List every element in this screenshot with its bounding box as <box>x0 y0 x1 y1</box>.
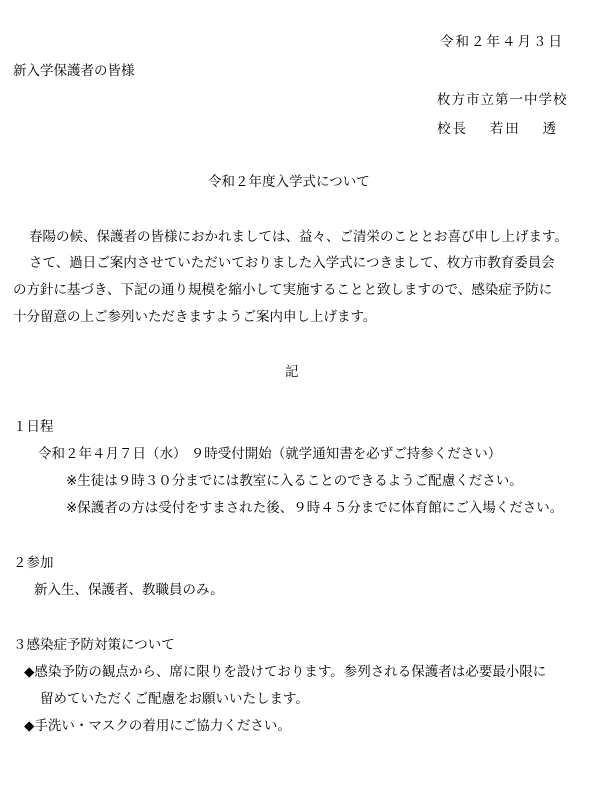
body-line-1: 春陽の候、保護者の皆様におかれましては、益々、ご清栄のこととお喜び申し上げます。 <box>29 229 568 245</box>
schedule-note-1: ※生徒は９時３０分までには教室に入ることのできるようご配慮ください。 <box>66 473 523 489</box>
schedule-main: 令和２年４月７日（水） ９時受付開始（就学通知書を必ずご持参ください） <box>38 446 502 462</box>
measures-item-1: ◆感染予防の観点から、席に限りを設けております。参列される保護者は必要最小限に <box>24 664 547 680</box>
body-line-4: 十分留意の上ご参列いただきますようご案内申し上げます。 <box>13 309 377 325</box>
measures-item-1-cont: 留めていただくご配慮をお願いいたします。 <box>40 691 309 707</box>
section-measures-heading: ３感染症予防対策について <box>13 637 175 653</box>
attendees-text: 新入生、保護者、教職員のみ。 <box>34 582 224 598</box>
school-name: 枚方市立第一中学校 <box>437 92 568 108</box>
section-attendees-heading: ２参加 <box>13 555 54 571</box>
recipient: 新入学保護者の皆様 <box>13 63 135 79</box>
date: 令和２年４月３日 <box>440 34 564 50</box>
body-line-3: の方針に基づき、下記の通り規模を縮小して実施することと致しますので、感染症予防に <box>13 282 553 298</box>
schedule-note-2: ※保護者の方は受付をすまされた後、９時４５分までに体育館にご入場ください。 <box>66 500 564 516</box>
body-line-2: さて、過日ご案内させていただいておりました入学式につきまして、枚方市教育委員会 <box>29 255 555 271</box>
section-schedule-heading: １日程 <box>13 419 54 435</box>
ki-heading: 記 <box>285 364 299 380</box>
principal-name: 校長 若田 透 <box>437 121 559 137</box>
measures-item-2: ◆手洗い・マスクの着用にご協力ください。 <box>24 718 291 734</box>
document-title: 令和２年度入学式について <box>208 174 370 190</box>
